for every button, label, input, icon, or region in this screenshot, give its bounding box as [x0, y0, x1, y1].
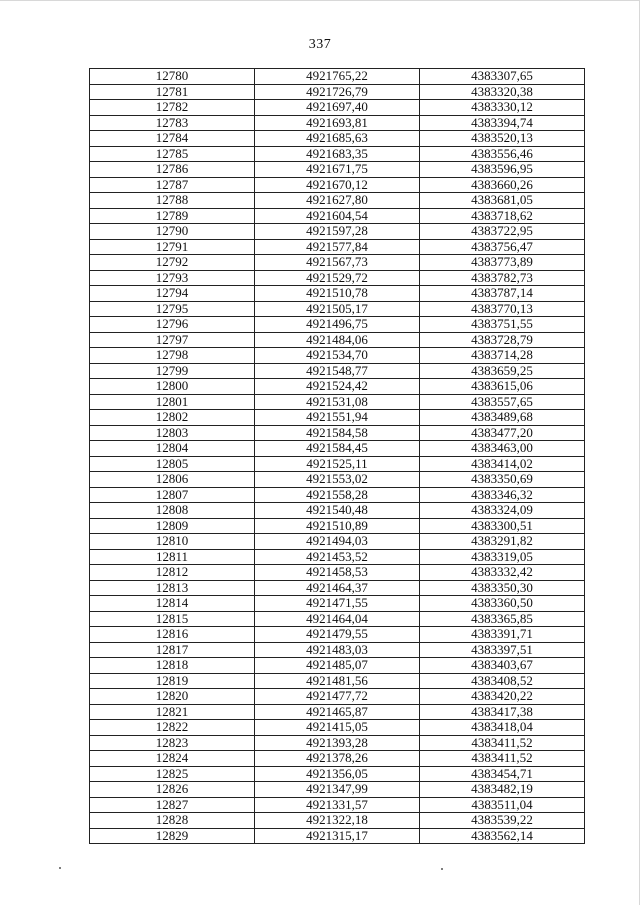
x-coordinate-cell: 4921479,55 [255, 627, 420, 643]
point-number-cell: 12819 [90, 673, 255, 689]
x-coordinate-cell: 4921558,28 [255, 487, 420, 503]
point-number-cell: 12803 [90, 425, 255, 441]
y-coordinate-cell: 4383350,69 [420, 472, 585, 488]
x-coordinate-cell: 4921551,94 [255, 410, 420, 426]
y-coordinate-cell: 4383411,52 [420, 751, 585, 767]
point-number-cell: 12824 [90, 751, 255, 767]
y-coordinate-cell: 4383420,22 [420, 689, 585, 705]
table-row [90, 720, 585, 736]
x-coordinate-cell: 4921315,17 [255, 828, 420, 844]
x-coordinate-cell: 4921524,42 [255, 379, 420, 395]
x-coordinate-cell: 4921584,45 [255, 441, 420, 457]
y-coordinate-cell: 4383403,67 [420, 658, 585, 674]
point-number-cell: 12811 [90, 549, 255, 565]
y-coordinate-cell: 4383417,38 [420, 704, 585, 720]
y-coordinate-cell: 4383773,89 [420, 255, 585, 271]
y-coordinate-cell: 4383751,55 [420, 317, 585, 333]
y-coordinate-cell: 4383489,68 [420, 410, 585, 426]
table-row [90, 689, 585, 705]
x-coordinate-cell: 4921577,84 [255, 239, 420, 255]
y-coordinate-cell: 4383520,13 [420, 131, 585, 147]
point-number-cell: 12786 [90, 162, 255, 178]
y-coordinate-cell: 4383659,25 [420, 363, 585, 379]
table-row [90, 627, 585, 643]
table-row [90, 270, 585, 286]
point-number-cell: 12782 [90, 100, 255, 116]
x-coordinate-cell: 4921496,75 [255, 317, 420, 333]
point-number-cell: 12792 [90, 255, 255, 271]
point-number-cell: 12808 [90, 503, 255, 519]
point-number-cell: 12807 [90, 487, 255, 503]
table-row [90, 348, 585, 364]
point-number-cell: 12798 [90, 348, 255, 364]
y-coordinate-cell: 4383397,51 [420, 642, 585, 658]
y-coordinate-cell: 4383770,13 [420, 301, 585, 317]
x-coordinate-cell: 4921510,78 [255, 286, 420, 302]
y-coordinate-cell: 4383414,02 [420, 456, 585, 472]
x-coordinate-cell: 4921510,89 [255, 518, 420, 534]
y-coordinate-cell: 4383324,09 [420, 503, 585, 519]
scan-edge-top [0, 0, 640, 1]
x-coordinate-cell: 4921525,11 [255, 456, 420, 472]
x-coordinate-cell: 4921464,04 [255, 611, 420, 627]
point-number-cell: 12789 [90, 208, 255, 224]
y-coordinate-cell: 4383782,73 [420, 270, 585, 286]
y-coordinate-cell: 4383365,85 [420, 611, 585, 627]
scan-speck [441, 868, 443, 870]
table-row [90, 534, 585, 550]
y-coordinate-cell: 4383681,05 [420, 193, 585, 209]
table-row [90, 379, 585, 395]
point-number-cell: 12821 [90, 704, 255, 720]
x-coordinate-cell: 4921464,37 [255, 580, 420, 596]
x-coordinate-cell: 4921378,26 [255, 751, 420, 767]
y-coordinate-cell: 4383511,04 [420, 797, 585, 813]
point-number-cell: 12790 [90, 224, 255, 240]
point-number-cell: 12812 [90, 565, 255, 581]
table-row [90, 115, 585, 131]
x-coordinate-cell: 4921540,48 [255, 503, 420, 519]
x-coordinate-cell: 4921683,35 [255, 146, 420, 162]
x-coordinate-cell: 4921356,05 [255, 766, 420, 782]
point-number-cell: 12787 [90, 177, 255, 193]
point-number-cell: 12806 [90, 472, 255, 488]
table-row [90, 208, 585, 224]
point-number-cell: 12822 [90, 720, 255, 736]
y-coordinate-cell: 4383477,20 [420, 425, 585, 441]
y-coordinate-cell: 4383562,14 [420, 828, 585, 844]
table-row [90, 317, 585, 333]
table-row [90, 131, 585, 147]
y-coordinate-cell: 4383615,06 [420, 379, 585, 395]
y-coordinate-cell: 4383454,71 [420, 766, 585, 782]
x-coordinate-cell: 4921471,55 [255, 596, 420, 612]
x-coordinate-cell: 4921347,99 [255, 782, 420, 798]
table-row [90, 301, 585, 317]
point-number-cell: 12804 [90, 441, 255, 457]
x-coordinate-cell: 4921322,18 [255, 813, 420, 829]
table-row [90, 658, 585, 674]
point-number-cell: 12784 [90, 131, 255, 147]
table-row [90, 69, 585, 85]
table-row [90, 797, 585, 813]
x-coordinate-cell: 4921494,03 [255, 534, 420, 550]
point-number-cell: 12785 [90, 146, 255, 162]
y-coordinate-cell: 4383660,26 [420, 177, 585, 193]
y-coordinate-cell: 4383307,65 [420, 69, 585, 85]
point-number-cell: 12810 [90, 534, 255, 550]
scan-speck [59, 867, 61, 869]
table-row [90, 456, 585, 472]
point-number-cell: 12783 [90, 115, 255, 131]
y-coordinate-cell: 4383556,46 [420, 146, 585, 162]
x-coordinate-cell: 4921670,12 [255, 177, 420, 193]
table-row [90, 472, 585, 488]
y-coordinate-cell: 4383391,71 [420, 627, 585, 643]
table-row [90, 255, 585, 271]
x-coordinate-cell: 4921529,72 [255, 270, 420, 286]
x-coordinate-cell: 4921697,40 [255, 100, 420, 116]
point-number-cell: 12801 [90, 394, 255, 410]
x-coordinate-cell: 4921331,57 [255, 797, 420, 813]
table-row [90, 580, 585, 596]
point-number-cell: 12829 [90, 828, 255, 844]
x-coordinate-cell: 4921597,28 [255, 224, 420, 240]
y-coordinate-cell: 4383787,14 [420, 286, 585, 302]
table-row [90, 441, 585, 457]
table-row [90, 549, 585, 565]
point-number-cell: 12826 [90, 782, 255, 798]
y-coordinate-cell: 4383718,62 [420, 208, 585, 224]
coordinates-table-body [90, 69, 585, 844]
table-row [90, 565, 585, 581]
table-row [90, 100, 585, 116]
x-coordinate-cell: 4921567,73 [255, 255, 420, 271]
point-number-cell: 12794 [90, 286, 255, 302]
x-coordinate-cell: 4921693,81 [255, 115, 420, 131]
table-row [90, 193, 585, 209]
table-row [90, 332, 585, 348]
y-coordinate-cell: 4383728,79 [420, 332, 585, 348]
point-number-cell: 12795 [90, 301, 255, 317]
y-coordinate-cell: 4383557,65 [420, 394, 585, 410]
x-coordinate-cell: 4921505,17 [255, 301, 420, 317]
x-coordinate-cell: 4921531,08 [255, 394, 420, 410]
table-row [90, 425, 585, 441]
point-number-cell: 12823 [90, 735, 255, 751]
x-coordinate-cell: 4921415,05 [255, 720, 420, 736]
point-number-cell: 12828 [90, 813, 255, 829]
y-coordinate-cell: 4383596,95 [420, 162, 585, 178]
y-coordinate-cell: 4383418,04 [420, 720, 585, 736]
y-coordinate-cell: 4383756,47 [420, 239, 585, 255]
table-row [90, 286, 585, 302]
x-coordinate-cell: 4921765,22 [255, 69, 420, 85]
coordinates-table [89, 68, 585, 844]
table-row [90, 673, 585, 689]
y-coordinate-cell: 4383360,50 [420, 596, 585, 612]
table-row [90, 782, 585, 798]
table-row [90, 224, 585, 240]
table-row [90, 363, 585, 379]
y-coordinate-cell: 4383722,95 [420, 224, 585, 240]
table-row [90, 503, 585, 519]
y-coordinate-cell: 4383411,52 [420, 735, 585, 751]
y-coordinate-cell: 4383482,19 [420, 782, 585, 798]
point-number-cell: 12818 [90, 658, 255, 674]
point-number-cell: 12799 [90, 363, 255, 379]
table-row [90, 735, 585, 751]
coordinates-sheet [89, 68, 583, 844]
y-coordinate-cell: 4383319,05 [420, 549, 585, 565]
y-coordinate-cell: 4383330,12 [420, 100, 585, 116]
point-number-cell: 12827 [90, 797, 255, 813]
point-number-cell: 12802 [90, 410, 255, 426]
point-number-cell: 12805 [90, 456, 255, 472]
table-row [90, 146, 585, 162]
x-coordinate-cell: 4921671,75 [255, 162, 420, 178]
y-coordinate-cell: 4383291,82 [420, 534, 585, 550]
x-coordinate-cell: 4921553,02 [255, 472, 420, 488]
y-coordinate-cell: 4383350,30 [420, 580, 585, 596]
table-row [90, 642, 585, 658]
y-coordinate-cell: 4383346,32 [420, 487, 585, 503]
page-number: 337 [308, 37, 332, 52]
x-coordinate-cell: 4921453,52 [255, 549, 420, 565]
y-coordinate-cell: 4383463,00 [420, 441, 585, 457]
table-row [90, 162, 585, 178]
x-coordinate-cell: 4921483,03 [255, 642, 420, 658]
x-coordinate-cell: 4921484,06 [255, 332, 420, 348]
table-row [90, 813, 585, 829]
point-number-cell: 12820 [90, 689, 255, 705]
y-coordinate-cell: 4383714,28 [420, 348, 585, 364]
table-row [90, 828, 585, 844]
x-coordinate-cell: 4921477,72 [255, 689, 420, 705]
point-number-cell: 12814 [90, 596, 255, 612]
point-number-cell: 12796 [90, 317, 255, 333]
point-number-cell: 12800 [90, 379, 255, 395]
y-coordinate-cell: 4383394,74 [420, 115, 585, 131]
table-row [90, 611, 585, 627]
point-number-cell: 12797 [90, 332, 255, 348]
x-coordinate-cell: 4921604,54 [255, 208, 420, 224]
point-number-cell: 12781 [90, 84, 255, 100]
y-coordinate-cell: 4383300,51 [420, 518, 585, 534]
table-row [90, 487, 585, 503]
point-number-cell: 12809 [90, 518, 255, 534]
table-row [90, 751, 585, 767]
point-number-cell: 12825 [90, 766, 255, 782]
point-number-cell: 12793 [90, 270, 255, 286]
x-coordinate-cell: 4921534,70 [255, 348, 420, 364]
x-coordinate-cell: 4921548,77 [255, 363, 420, 379]
x-coordinate-cell: 4921584,58 [255, 425, 420, 441]
table-row [90, 596, 585, 612]
point-number-cell: 12791 [90, 239, 255, 255]
x-coordinate-cell: 4921393,28 [255, 735, 420, 751]
table-row [90, 704, 585, 720]
y-coordinate-cell: 4383320,38 [420, 84, 585, 100]
x-coordinate-cell: 4921685,63 [255, 131, 420, 147]
point-number-cell: 12813 [90, 580, 255, 596]
point-number-cell: 12816 [90, 627, 255, 643]
y-coordinate-cell: 4383332,42 [420, 565, 585, 581]
x-coordinate-cell: 4921465,87 [255, 704, 420, 720]
point-number-cell: 12815 [90, 611, 255, 627]
x-coordinate-cell: 4921627,80 [255, 193, 420, 209]
table-row [90, 518, 585, 534]
x-coordinate-cell: 4921458,53 [255, 565, 420, 581]
x-coordinate-cell: 4921726,79 [255, 84, 420, 100]
table-row [90, 84, 585, 100]
point-number-cell: 12780 [90, 69, 255, 85]
table-row [90, 394, 585, 410]
table-row [90, 766, 585, 782]
y-coordinate-cell: 4383408,52 [420, 673, 585, 689]
table-row [90, 177, 585, 193]
x-coordinate-cell: 4921481,56 [255, 673, 420, 689]
table-row [90, 410, 585, 426]
point-number-cell: 12817 [90, 642, 255, 658]
point-number-cell: 12788 [90, 193, 255, 209]
y-coordinate-cell: 4383539,22 [420, 813, 585, 829]
x-coordinate-cell: 4921485,07 [255, 658, 420, 674]
table-row [90, 239, 585, 255]
